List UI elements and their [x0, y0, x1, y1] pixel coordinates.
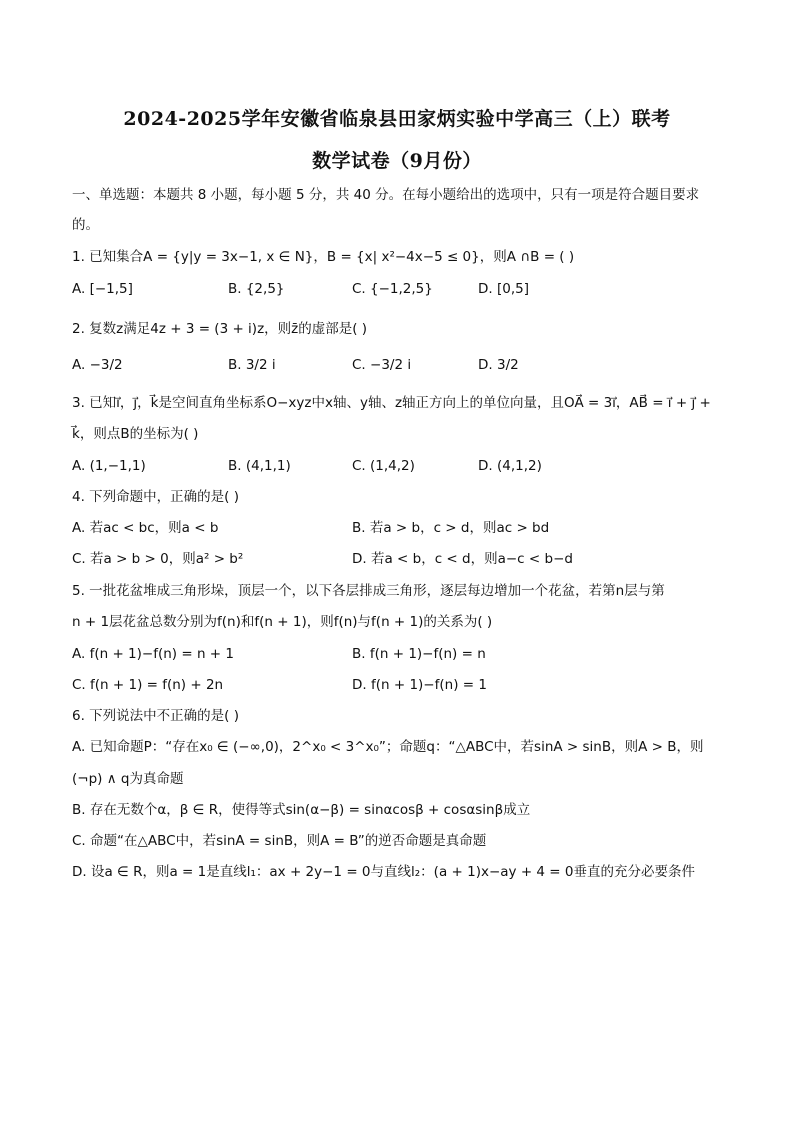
q2-option-a: A. −3/2 [72, 357, 123, 373]
section-heading-line1: 一、单选题：本题共 8 小题，每小题 5 分，共 40 分。在每小题给出的选项中，只有一项是符合题目要求 [72, 187, 700, 203]
q5-option-d: D. f(n + 1)−f(n) = 1 [352, 677, 487, 693]
q3-option-a: A. (1,−1,1) [72, 458, 146, 474]
exam-subtitle: 数学试卷（9月份） [312, 150, 482, 172]
q1-option-c: C. {−1,2,5} [352, 281, 433, 297]
exam-title: 2024-2025学年安徽省临泉县田家炳实验中学高三（上）联考 [123, 108, 671, 130]
q6-stem: 6. 下列说法中不正确的是( ) [72, 708, 239, 724]
q6-option-b: B. 存在无数个α，β ∈ R，使得等式sin(α−β) = sinαcosβ + cosαsinβ成立 [72, 802, 531, 818]
q6-option-c: C. 命题“在△ABC中，若sinA = sinB，则A = B”的逆否命题是真命题 [72, 833, 487, 849]
q3-stem-line1: 3. 已知i⃗，j⃗，k⃗是空间直角坐标系O−xyz中x轴、y轴、z轴正方向上的单位向量，且OA⃗ = 3i⃗，AB⃗ = i⃗ + j⃗ + [72, 395, 711, 411]
q6-option-a-line1: A. 已知命题P：“存在x₀ ∈ (−∞,0)，2^x₀ < 3^x₀”；命题q：“△ABC中，若sinA > sinB，则A > B，则 [72, 739, 704, 755]
q4-option-d: D. 若a < b，c < d，则a−c < b−d [352, 551, 573, 567]
q6-option-d: D. 设a ∈ R，则a = 1是直线l₁：ax + 2y−1 = 0与直线l₂：(a + 1)x−ay + 4 = 0垂直的充分必要条件 [72, 864, 695, 880]
q5-option-b: B. f(n + 1)−f(n) = n [352, 646, 486, 662]
q3-stem-line2: k⃗，则点B的坐标为( ) [72, 426, 199, 442]
q4-stem: 4. 下列命题中，正确的是( ) [72, 489, 239, 505]
q5-option-a: A. f(n + 1)−f(n) = n + 1 [72, 646, 234, 662]
q5-stem-line2: n + 1层花盆总数分别为f(n)和f(n + 1)，则f(n)与f(n + 1)的关系为( ) [72, 614, 493, 630]
q1-option-d: D. [0,5] [478, 281, 529, 297]
q2-stem: 2. 复数z满足4z + 3 = (3 + i)z，则z̄的虚部是( ) [72, 321, 368, 337]
q1-stem: 1. 已知集合A = {y|y = 3x−1, x ∈ N}，B = {x| x²−4x−5 ≤ 0}，则A ∩B = ( ) [72, 249, 575, 265]
section-heading-line2: 的。 [72, 217, 99, 233]
q2-option-d: D. 3/2 [478, 357, 519, 373]
q4-option-a: A. 若ac < bc，则a < b [72, 520, 219, 536]
q5-stem-line1: 5. 一批花盆堆成三角形垛，顶层一个，以下各层排成三角形，逐层每边增加一个花盆，若第n层与第 [72, 583, 665, 599]
q2-option-b: B. 3/2 i [228, 357, 276, 373]
q2-option-c: C. −3/2 i [352, 357, 412, 373]
q3-option-c: C. (1,4,2) [352, 458, 415, 474]
q6-option-a-line2: (¬p) ∧ q为真命题 [72, 771, 184, 787]
q3-option-d: D. (4,1,2) [478, 458, 542, 474]
q5-option-c: C. f(n + 1) = f(n) + 2n [72, 677, 224, 693]
q1-option-b: B. {2,5} [228, 281, 285, 297]
q3-option-b: B. (4,1,1) [228, 458, 291, 474]
q1-option-a: A. [−1,5] [72, 281, 133, 297]
q4-option-b: B. 若a > b，c > d，则ac > bd [352, 520, 550, 536]
q4-option-c: C. 若a > b > 0，则a² > b² [72, 551, 244, 567]
